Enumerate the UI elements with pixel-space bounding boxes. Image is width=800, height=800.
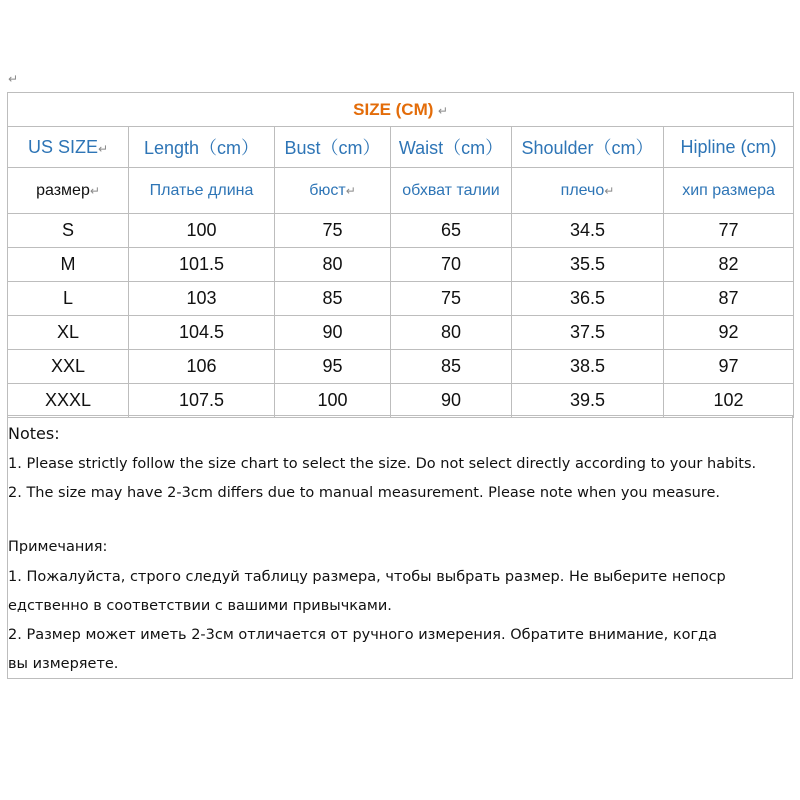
notes-title-en: Notes: (8, 424, 60, 443)
size-table (7, 92, 794, 418)
note-ru-1a: 1. Пожалуйста, строго следуй таблицу размера, чтобы выбрать размер. Не выберите непоср (8, 569, 726, 585)
table-row: M 101.5 80 70 35.5 82 (8, 248, 794, 282)
table-title-cell (8, 93, 794, 127)
table-row: L 103 85 75 36.5 87 (8, 282, 794, 316)
note-en-2: 2. The size may have 2-3cm differs due to manual measurement. Please note when you measure. (8, 485, 720, 501)
table-row: S 100 75 65 34.5 77 (8, 214, 794, 248)
header-hipline: Hipline (cm) (664, 127, 794, 168)
ru-header-waist: обхват талии (391, 168, 512, 214)
header-us-size: US SIZE↵ (8, 127, 129, 168)
header-waist: Waist（cm） (391, 127, 512, 168)
table-row: XXXL 107.5 100 90 39.5 102 (8, 384, 794, 418)
note-en-1: 1. Please strictly follow the size chart to select the size. Do not select directly according to your habits. (8, 456, 757, 472)
paragraph-mark: ↵ (8, 72, 19, 86)
table-title: SIZE (CM) (353, 99, 434, 119)
table-row: XXL 106 95 85 38.5 97 (8, 350, 794, 384)
note-ru-2a: 2. Размер может иметь 2-3см отличается от ручного измерения. Обратите внимание, когда (8, 627, 717, 643)
header-bust: Bust（cm） (275, 127, 391, 168)
ru-header-length: Платье длина (129, 168, 275, 214)
note-ru-2b: вы измеряете. (8, 656, 119, 672)
ru-header-hipline: хип размера (664, 168, 794, 214)
ru-header-bust: бюст↵ (275, 168, 391, 214)
header-length: Length（cm） (129, 127, 275, 168)
note-ru-1b: едственно в соответствии с вашими привычками. (8, 598, 392, 614)
header-shoulder: Shoulder（cm） (512, 127, 664, 168)
table-row: XL 104.5 90 80 37.5 92 (8, 316, 794, 350)
ru-header-shoulder: плечо↵ (512, 168, 664, 214)
cell-mark: ↵ (437, 103, 448, 118)
notes-box (7, 415, 793, 679)
notes-title-ru: Примечания: (8, 539, 108, 555)
ru-header-size: размер↵ (8, 168, 129, 214)
